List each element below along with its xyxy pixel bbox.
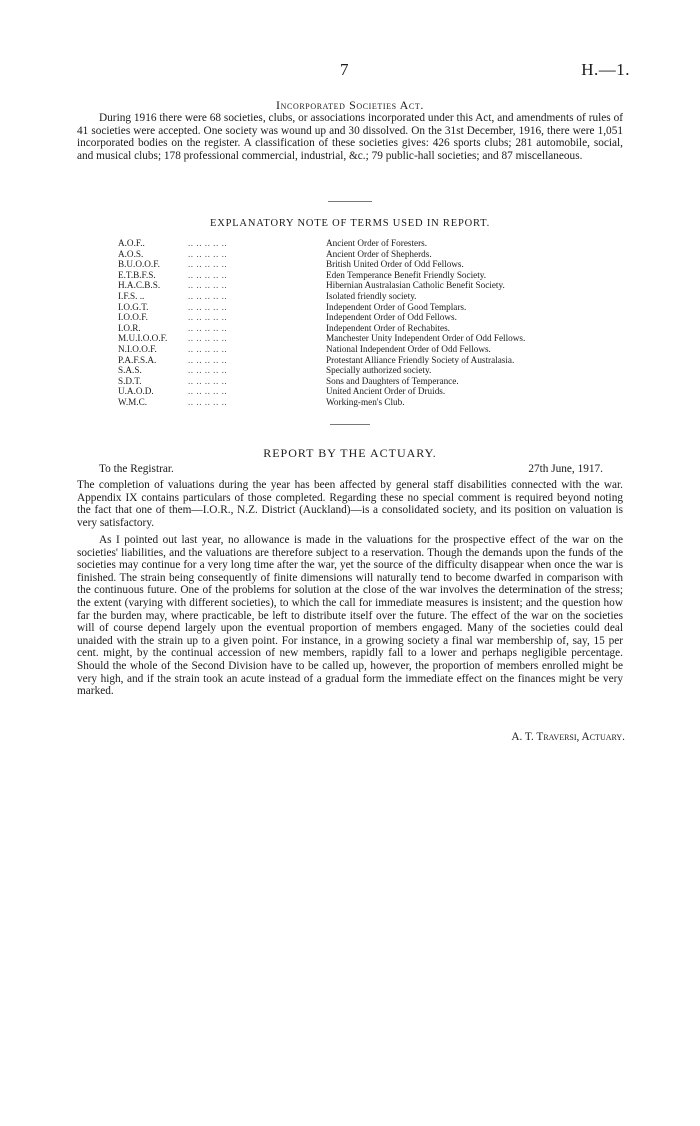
abbreviation-row — [118, 302, 618, 313]
abbreviation-code: P.A.F.S.A. — [118, 354, 157, 365]
report-paragraph-1-text: The completion of valuations during the year has been affected by general staff disabilities connected with the war. Appendix IX contains particulars of those completed. Regarding these no special comment is required beyond noting the fact that one of them—I.O.R., N.Z. District (Auckland)—is a consolidated society, and its position on valuation is very satisfactory. — [77, 479, 623, 529]
abbreviation-description: Specially authorized society. — [326, 365, 432, 376]
abbreviation-description: Independent Order of Odd Fellows. — [326, 312, 457, 323]
leader-dots: .. .. .. .. .. — [188, 269, 228, 280]
abbreviation-code: E.T.B.F.S. — [118, 269, 156, 280]
leader-dots: .. .. .. .. .. — [188, 365, 228, 376]
leader-dots: .. .. .. .. .. — [188, 386, 228, 397]
report-paragraph-1 — [77, 479, 623, 529]
leader-dots: .. .. .. .. .. — [188, 396, 228, 407]
abbreviation-row — [118, 312, 618, 323]
abbreviation-row — [118, 323, 618, 334]
abbreviation-description: Manchester Unity Independent Order of Odd Fellows. — [326, 333, 526, 344]
leader-dots: .. .. .. .. .. — [188, 290, 228, 301]
abbreviation-code: A.O.F.. — [118, 238, 145, 248]
leader-dots: .. .. .. .. .. — [188, 301, 228, 312]
leader-dots: .. .. .. .. .. — [188, 375, 228, 386]
report-addressee: To the Registrar. — [99, 463, 174, 475]
abbreviation-code: S.A.S. — [118, 365, 142, 376]
abbreviation-code: U.A.O.D. — [118, 386, 154, 397]
actuary-signature: A. T. Traversi, Actuary. — [511, 731, 625, 743]
abbreviation-code: I.O.O.F. — [118, 312, 148, 323]
incorporated-societies-text: During 1916 there were 68 societies, clubs, or associations incorporated under this Act, and amendments of rules of 41 societies were accepted. One society was wound up and 30 dissolved. On the 31st December, 1916, there were 1,051 incorporated bodies on the register. A classification of these societies gives: 426 sports clubs; 281 automobile, social, and musical clubs; 178 professional commercial, industrial, &c.; 79 public-hall societies; and 87 miscellaneous. — [77, 112, 623, 162]
report-paragraph-2-text: As I pointed out last year, no allowance is made in the valuations for the prospective effect of the war on the societies' liabilities, and the valuations are therefore subject to a reservation. Though the demands upon the funds of the societies may continue for a very long time after the war, yet the source of the difficulty disappear when once the war is finished. The strain being consequently of finite dimensions will naturally tend to become dwarfed in comparison with the continuous future. One of the problems for solution at the close of the war involves the determination of the stress; the extent (varying with different societies), to which the call for immediate measures is insistent; and the question how far the burden may, where practicable, be left to distribute itself over the future. The effect of the war on the societies will of course depend largely upon the eventual proportion of members engaged. Many of the societies could deal unaided with the strain up to a given point. For instance, in a growing society a final war membership of, say, 15 per cent. might, by the continual accession of new members, rapidly fall to a lower and perhaps negligible percentage. Should the whole of the Second Division have to be called up, however, the proportion of members enrolled might be very high, and if the strain took an acute instead of a gradual form the immediate effect on the finances might be very marked. — [77, 534, 623, 698]
page-header — [0, 60, 700, 80]
page-number: 7 — [340, 60, 349, 79]
abbreviation-row — [118, 376, 618, 387]
abbreviation-code: H.A.C.B.S. — [118, 280, 161, 291]
leader-dots: .. .. .. .. .. — [188, 248, 228, 259]
section-divider — [328, 201, 372, 202]
abbreviation-row — [118, 291, 618, 302]
leader-dots: .. .. .. .. .. — [188, 343, 228, 354]
abbreviation-row — [118, 238, 618, 249]
abbreviation-description: British United Order of Odd Fellows. — [326, 259, 464, 270]
abbreviation-code: N.I.O.O.F. — [118, 343, 157, 354]
explanatory-note-title: EXPLANATORY NOTE OF TERMS USED IN REPORT. — [209, 218, 490, 229]
abbreviation-row — [118, 355, 618, 366]
abbreviation-description: United Ancient Order of Druids. — [326, 386, 446, 397]
report-paragraph-2 — [77, 534, 623, 698]
report-address-line — [77, 463, 623, 477]
abbreviation-row — [118, 249, 618, 260]
abbreviation-row — [118, 386, 618, 397]
leader-dots: .. .. .. .. .. — [188, 259, 228, 270]
abbreviation-description: Eden Temperance Benefit Friendly Society. — [326, 269, 487, 280]
incorporated-societies-title: Incorporated Societies Act. — [276, 98, 424, 112]
section-divider — [330, 424, 370, 425]
abbreviation-description: Working-men's Club. — [326, 396, 405, 407]
abbreviation-row — [118, 270, 618, 281]
abbreviation-description: Hibernian Australasian Catholic Benefit Society. — [326, 280, 505, 291]
leader-dots: .. .. .. .. .. — [188, 280, 228, 291]
abbreviation-description: Independent Order of Good Templars. — [326, 301, 467, 312]
leader-dots: .. .. .. .. .. — [188, 238, 228, 248]
actuary-report-title: REPORT BY THE ACTUARY. — [263, 446, 437, 460]
abbreviation-row — [118, 259, 618, 270]
abbreviation-code: M.U.I.O.O.F. — [118, 333, 168, 344]
abbreviation-code: I.F.S. .. — [118, 290, 145, 301]
abbreviation-row — [118, 344, 618, 355]
leader-dots: .. .. .. .. .. — [188, 354, 228, 365]
abbreviation-description: Independent Order of Rechabites. — [326, 322, 450, 333]
leader-dots: .. .. .. .. .. — [188, 333, 228, 344]
abbreviation-description: Ancient Order of Foresters. — [326, 238, 428, 248]
abbreviation-code: S.D.T. — [118, 375, 142, 386]
leader-dots: .. .. .. .. .. — [188, 322, 228, 333]
abbreviation-row — [118, 333, 618, 344]
abbreviation-code: I.O.G.T. — [118, 301, 149, 312]
abbreviation-code: W.M.C. — [118, 396, 148, 407]
report-date: 27th June, 1917. — [528, 463, 603, 475]
abbreviation-code: I.O.R. — [118, 322, 141, 333]
abbreviation-description: Sons and Daughters of Temperance. — [326, 375, 459, 386]
leader-dots: .. .. .. .. .. — [188, 312, 228, 323]
abbreviation-description: National Independent Order of Odd Fellows. — [326, 343, 491, 354]
abbreviation-description: Protestant Alliance Friendly Society of Australasia. — [326, 354, 515, 365]
abbreviation-row — [118, 280, 618, 291]
abbreviation-list — [118, 238, 618, 408]
abbreviation-code: B.U.O.O.F. — [118, 259, 160, 270]
abbreviation-row — [118, 365, 618, 376]
abbreviation-description: Ancient Order of Shepherds. — [326, 248, 432, 259]
abbreviation-description: Isolated friendly society. — [326, 290, 417, 301]
abbreviation-row — [118, 397, 618, 408]
page-reference: H.—1. — [581, 60, 630, 79]
incorporated-societies-paragraph — [77, 112, 623, 162]
abbreviation-code: A.O.S. — [118, 248, 144, 259]
